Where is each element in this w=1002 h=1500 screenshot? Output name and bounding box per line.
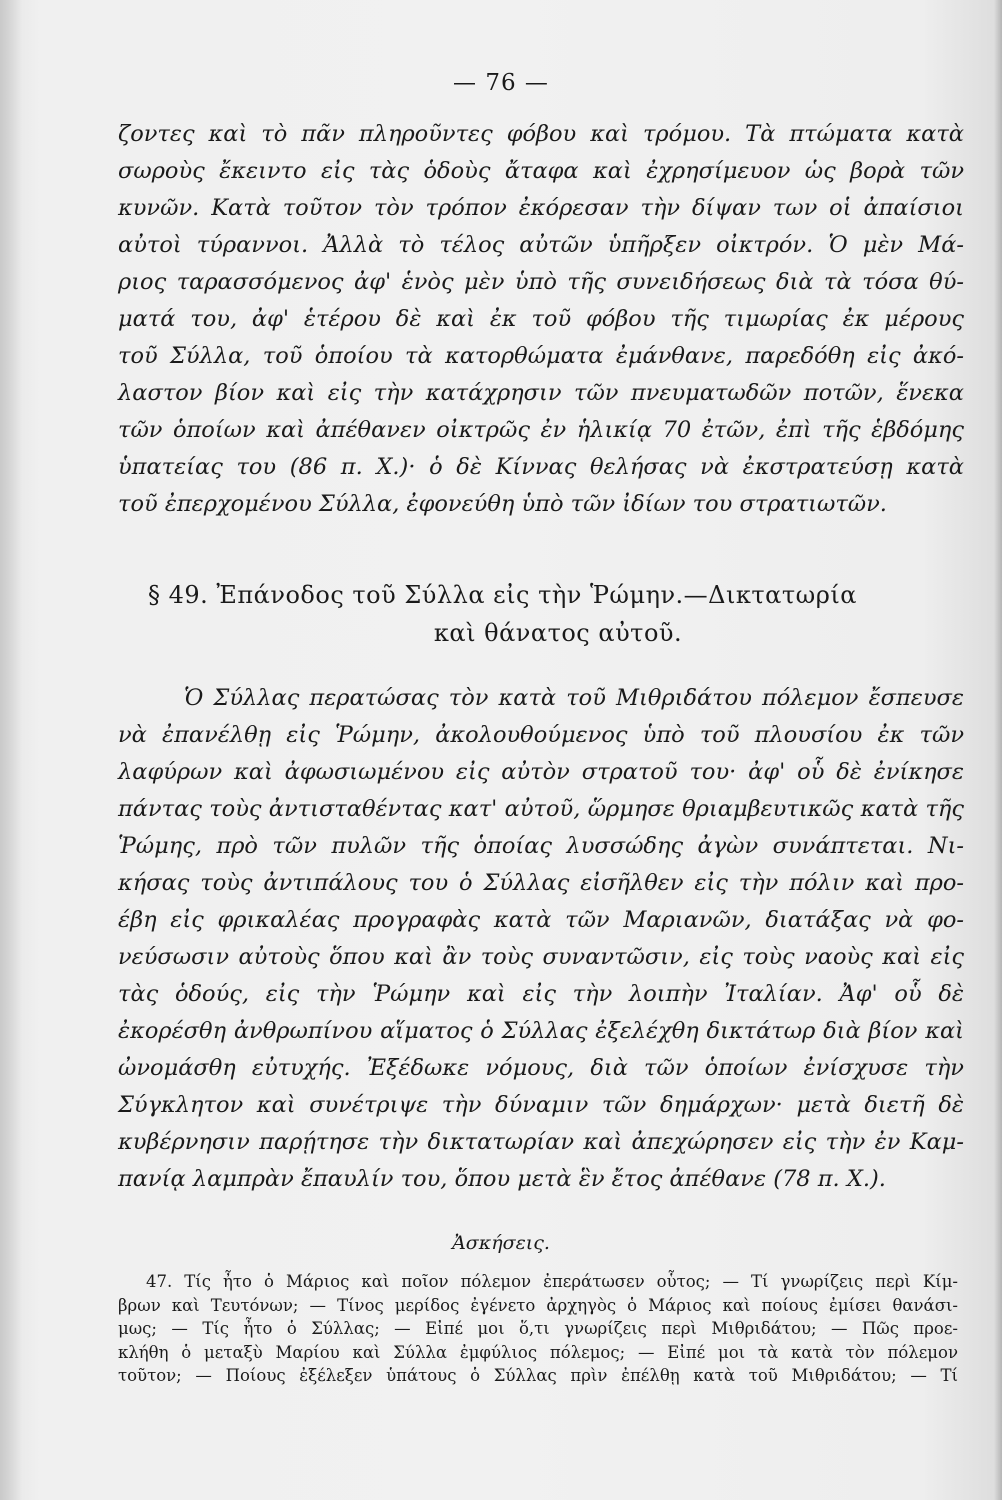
text-line: Ὁ Σύλλας περατώσας τὸν κατὰ τοῦ Μιθριδάτου πόλεμον ἔσπευσε — [184, 685, 964, 711]
section-heading-line2: καὶ θάνατος αὐτοῦ. — [433, 619, 683, 647]
text-line: κυνῶν. Κατὰ τοῦτον τὸν τρόπον ἐκόρεσαν τὴν δίψαν των οἱ ἀπαίσιοι — [118, 195, 964, 221]
text-line: λαστον βίον καὶ εἰς τὴν κατάχρησιν τῶν πνευματωδῶν ποτῶν, ἕνεκα — [118, 380, 964, 406]
text-line: έβη εἰς φρικαλέας προγραφὰς κατὰ τῶν Μαριανῶν, διατάξας νὰ φο- — [118, 907, 964, 933]
text-line: ἐκορέσθη ἀνθρωπίνου αἵματος ὁ Σύλλας ἐξελέχθη δικτάτωρ διὰ βίον καὶ — [118, 1018, 964, 1044]
text-line: λαφύρων καὶ ἀφωσιωμένου εἰς αὐτὸν στρατοῦ του· ἀφ' οὗ δὲ ἐνίκησε — [118, 759, 964, 785]
text-line: τὰς ὁδούς, εἰς τὴν Ῥώμην καὶ εἰς τὴν λοιπὴν Ἰταλίαν. Ἀφ' οὗ δὲ — [118, 981, 964, 1007]
text-line: αὐτοὶ τύραννοι. Ἀλλὰ τὸ τέλος αὐτῶν ὑπῆρξεν οἰκτρόν. Ὁ μὲν Μά- — [118, 232, 964, 258]
page-number: — 76 — — [453, 70, 549, 96]
text-line: κυβέρνησιν παρῄτησε τὴν δικτατωρίαν καὶ ἀπεχώρησεν εἰς τὴν ἐν Καμ- — [118, 1129, 964, 1155]
text-line: ριος ταρασσόμενος ἀφ' ἑνὸς μὲν ὑπὸ τῆς συνειδήσεως διὰ τὰ τόσα θύ- — [118, 269, 964, 295]
text-line: πάντας τοὺς ἀντισταθέντας κατ' αὐτοῦ, ὥρμησε θριαμβευτικῶς κατὰ τῆς — [118, 796, 964, 822]
text-line: τοῦ ἐπερχομένου Σύλλα, ἐφονεύθη ὑπὸ τῶν ἰδίων του στρατιωτῶν. — [118, 491, 887, 517]
page-right-shadow — [994, 0, 1002, 1500]
text-line: Ῥώμης, πρὸ τῶν πυλῶν τῆς ὁποίας λυσσώδης ἀγὼν συνάπτεται. Νι- — [118, 833, 964, 859]
text-line: Σύγκλητον καὶ συνέτριψε τὴν δύναμιν τῶν δημάρχων· μετὰ διετῆ δὲ — [118, 1092, 964, 1118]
text-line: ματά του, ἀφ' ἑτέρου δὲ καὶ ἐκ τοῦ φόβου τῆς τιμωρίας ἐκ μέρους — [118, 306, 964, 332]
exercise-line: κλήθη ὁ μεταξὺ Μαρίου καὶ Σύλλα ἐμφύλιος πόλεμος; — Εἰπέ μοι τὰ κατὰ τὸν πόλεμον — [118, 1342, 958, 1362]
text-line: ὑπατείας του (86 π. Χ.)· ὁ δὲ Κίννας θελήσας νὰ ἐκστρατεύσῃ κατὰ — [118, 454, 964, 480]
text-line: πανίᾳ λαμπρὰν ἔπαυλίν του, ὅπου μετὰ ἓν ἔτος ἀπέθανε (78 π. Χ.). — [118, 1166, 886, 1192]
text-line: νὰ ἐπανέλθῃ εἰς Ῥώμην, ἀκολουθούμενος ὑπὸ τοῦ πλουσίου ἐκ τῶν — [118, 722, 964, 748]
page-left-shadow — [0, 0, 22, 1500]
text-line: κήσας τοὺς ἀντιπάλους του ὁ Σύλλας εἰσῆλθεν εἰς τὴν πόλιν καὶ προ- — [118, 870, 964, 896]
section-heading — [148, 576, 968, 652]
exercise-line: τοῦτον; — Ποίους ἐξέλεξεν ὑπάτους ὁ Σύλλας πρὶν ἐπέλθῃ κατὰ τοῦ Μιθριδάτου; — Τί — [118, 1366, 958, 1385]
section-heading-line1: § 49. Ἐπάνοδος τοῦ Σύλλα εἰς τὴν Ῥώμην.—Δικτατωρία — [148, 581, 857, 609]
text-line: ζοντες καὶ τὸ πᾶν πληροῦντες φόβου καὶ τρόμου. Τὰ πτώματα κατὰ — [118, 121, 964, 147]
text-line: τοῦ Σύλλα, τοῦ ὁποίου τὰ κατορθώματα ἐμάνθανε, παρεδόθη εἰς ἀκό- — [118, 343, 964, 369]
paragraph-section-49 — [118, 680, 964, 1198]
exercise-line: μως; — Τίς ἦτο ὁ Σύλλας; — Εἰπέ μοι ὅ,τι γνωρίζεις περὶ Μιθριδάτου; — Πῶς προε- — [118, 1319, 958, 1338]
text-line: τῶν ὁποίων καὶ ἀπέθανεν οἰκτρῶς ἐν ἡλικίᾳ 70 ἐτῶν, ἐπὶ τῆς ἑβδόμης — [118, 417, 964, 443]
text-line: σωροὺς ἔκειντο εἰς τὰς ὁδοὺς ἄταφα καὶ ἐχρησίμευον ὡς βορὰ τῶν — [118, 158, 964, 184]
exercise-line: 47. Τίς ἦτο ὁ Μάριος καὶ ποῖον πόλεμον ἐπεράτωσεν οὗτος; — Τί γνωρίζεις περὶ Κίμ- — [146, 1272, 958, 1291]
text-line: ὠνομάσθη εὐτυχής. Ἐξέδωκε νόμους, διὰ τῶν ὁποίων ἐνίσχυσε τὴν — [118, 1055, 964, 1081]
exercise-line: βρων καὶ Τευτόνων; — Τίνος μερίδος ἐγένετο ἀρχηγὸς ὁ Μάριος καὶ ποίους ἐμίσει θανάσι- — [118, 1295, 958, 1315]
text-line: νεύσωσιν αὐτοὺς ὅπου καὶ ἂν τοὺς συναντῶσιν, εἰς τοὺς ναοὺς καὶ εἰς — [118, 944, 964, 970]
exercises-block — [118, 1270, 958, 1388]
paragraph-continuation — [118, 116, 964, 523]
exercises-title: Ἀσκήσεις. — [452, 1232, 550, 1254]
